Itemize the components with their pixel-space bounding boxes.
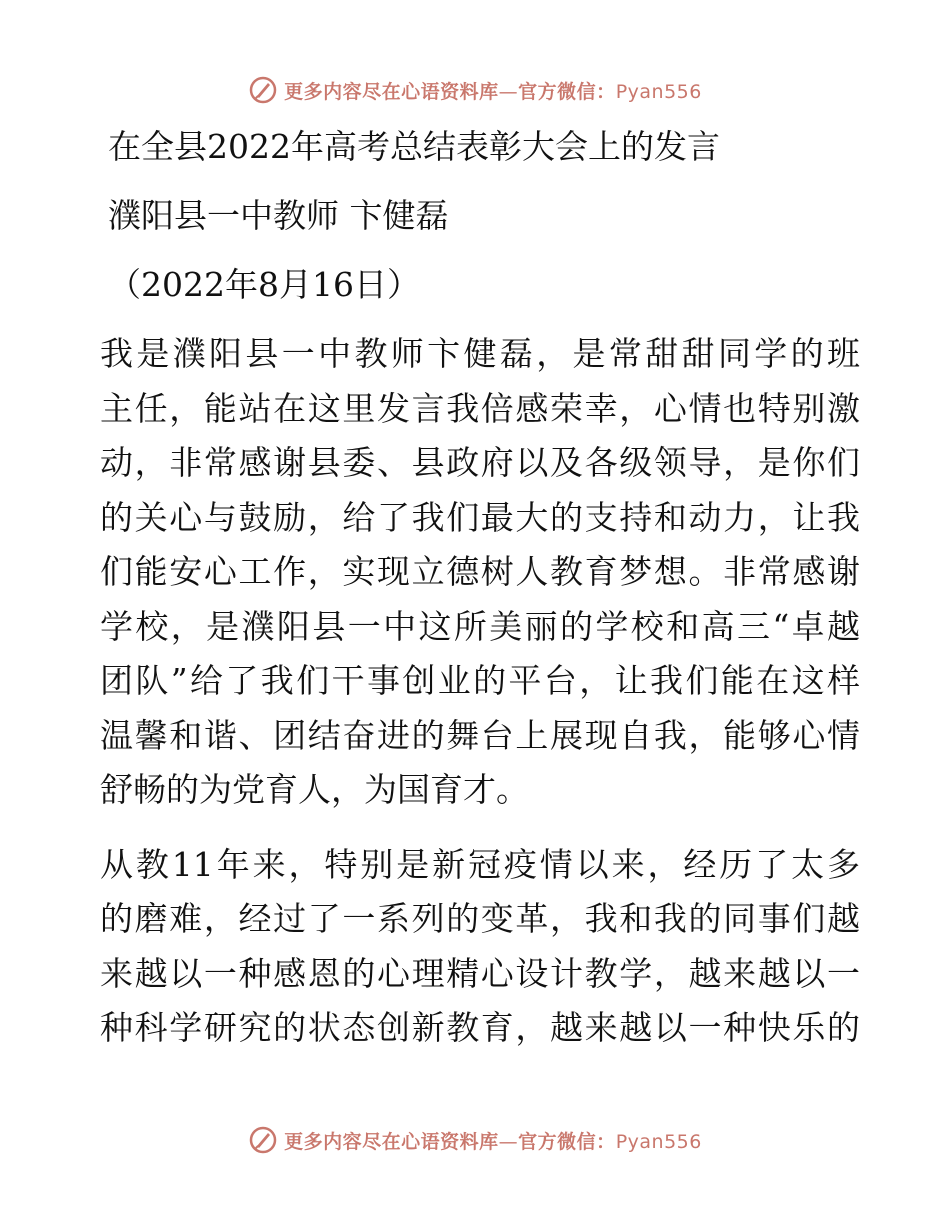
paragraph-2 — [100, 838, 860, 1056]
paragraph-line: 团队”给了我们干事创业的平台，让我们能在这样 — [100, 661, 860, 700]
watermark-text: 更多内容尽在心语资料库—官方微信：Pyan556 — [284, 1130, 702, 1153]
paragraph-line: 来越以一种感恩的心理精心设计教学，越来越以一 — [100, 953, 860, 993]
quill-logo-icon — [248, 1125, 278, 1155]
paragraph-line: 舒畅的为党育人，为国育才。 — [100, 770, 529, 809]
paragraph-line: 主任，能站在这里发言我倍感荣幸，心情也特别激 — [100, 388, 860, 428]
quill-logo-icon — [248, 75, 278, 105]
paragraph-line: 动，非常感谢县委、县政府以及各级领导，是你们 — [100, 443, 860, 482]
paragraph-line: 学校，是濮阳县一中这所美丽的学校和高三“卓越 — [100, 606, 860, 646]
document-author: 濮阳县一中教师 卞健磊 — [108, 196, 449, 235]
paragraph-line: 我是濮阳县一中教师卞健磊，是常甜甜同学的班 — [100, 334, 860, 373]
paragraph-line: 种科学研究的状态创新教育，越来越以一种快乐的 — [100, 1008, 860, 1047]
paragraph-line: 们能安心工作，实现立德树人教育梦想。非常感谢 — [100, 552, 860, 591]
paragraph-line: 的磨难，经过了一系列的变革，我和我的同事们越 — [100, 899, 860, 938]
paragraph-line: 的关心与鼓励，给了我们最大的支持和动力，让我 — [100, 497, 860, 537]
document-date: （2022年8月16日） — [108, 265, 420, 304]
paragraph-line: 从教11年来，特别是新冠疫情以来，经历了太多 — [100, 844, 860, 884]
watermark-header — [0, 72, 950, 108]
document-title: 在全县2022年高考总结表彰大会上的发言 — [108, 127, 720, 166]
paragraph-line: 温馨和谐、团结奋进的舞台上展现自我，能够心情 — [100, 715, 860, 755]
watermark-text: 更多内容尽在心语资料库—官方微信：Pyan556 — [284, 80, 702, 103]
paragraph-1 — [100, 327, 860, 818]
watermark-footer — [0, 1122, 950, 1158]
document-body — [100, 125, 860, 1056]
